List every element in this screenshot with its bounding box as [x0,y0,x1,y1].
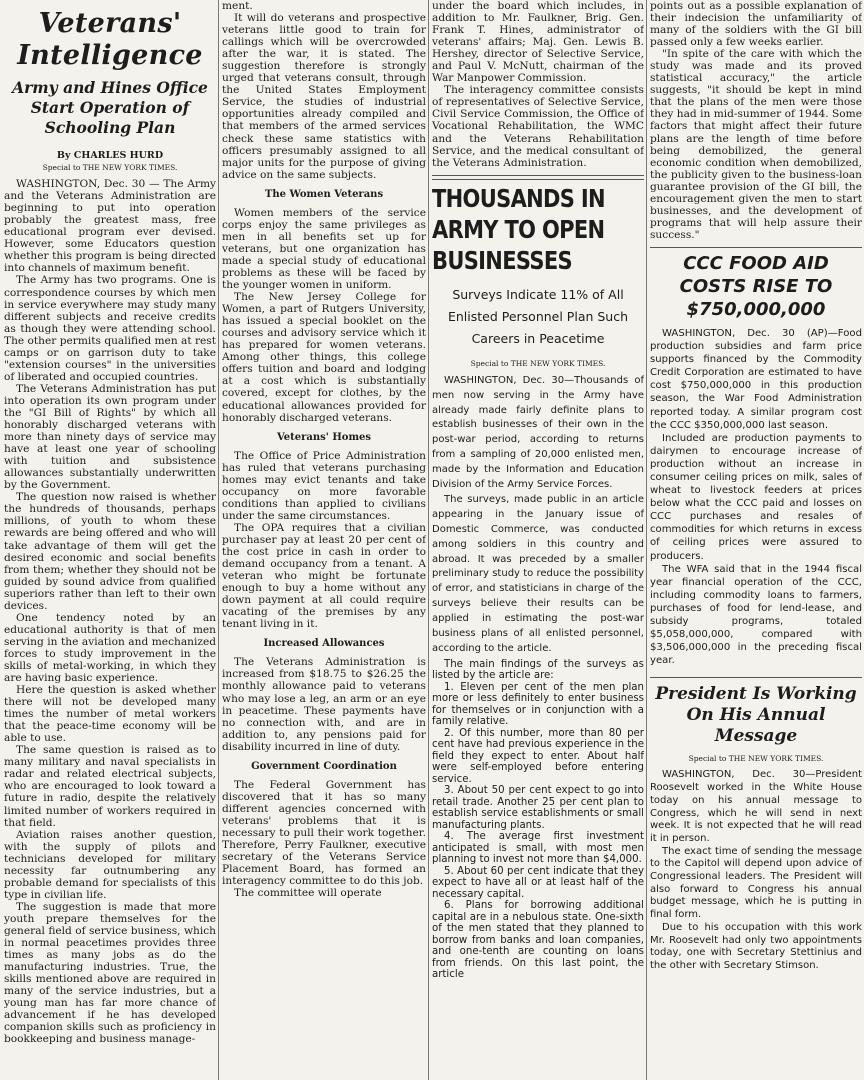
article1-coordination-body [222,779,426,899]
article2-findings [432,659,644,981]
article-divider [432,179,644,180]
section-heading: Increased Allowances [263,638,385,650]
paragraph: Women members of the service corps enjoy the same privileges as men in all benefits set up for veterans, but one organization has made a special study of educational problems as these will be faced by the younger women in uniform. [222,206,426,292]
byline: By CHARLES HURD [56,150,164,161]
article-divider [650,677,862,678]
article1-col3-body [432,84,644,168]
paragraph: Included are production payments to dairymen to encourage increase of production without an increase in consumer ceiling prices on milk, sales of wheat to livestock feeders at prices below what the CCC paid and losses on CCC purchases and resales of commodities for which returns in excess of ceiling prices were assured to producers. [650,432,862,562]
paragraph: One tendency noted by an educational authority is that of men serving in the aviation and mechanized forces to study improvement in the skills of metal-working, in which they are having basic experience. [4,611,216,685]
column-1 [4,0,216,1080]
special-credit: Special to THE NEW YORK TIMES. [42,163,178,173]
column-rule [218,0,219,1080]
paragraph: It will do veterans and prospective veterans little good to train for callings which will be overcrowded after the war, it is stated. The suggestion therefore is strongly urged that veterans consult, through the United States Employment Service, the studies of industrial opportunities already compiled and that members of the armed services check these same statistics with officers presumably assigned to all major units for the purpose of giving advice on the same subjects. [222,12,426,181]
paragraph: WASHINGTON, Dec. 30 — The Army and the Veterans Administration are beginning to put into operation probably the greatest mass, free educational program ever devised. However, some Educators question whether this program is being directed into channels of maximum benefit. [4,178,216,275]
article2-body [432,374,644,657]
paragraph: WASHINGTON, Dec. 30—Thousands of men now serving in the Army have already made fairly definite plans to establish businesses of their own in the post-war period, according to returns from a sampling of 20,000 enlisted men, made by the Information and Education Division of the Army Service Forces. [432,374,644,491]
paragraph: The interagency committee consists of representatives of Selective Service, Civil Service Commission, the Office of Vocational Rehabilitation, the WMC and the Veterans Rehabilitation Service, and the medical consultant of the Veterans Administration. [432,84,644,169]
column-2 [222,0,426,1080]
paragraph: Due to his occupation with this work Mr. Roosevelt had only two appointments today, one with Secretary Stettinius and the other with Secretary Stimson. [650,921,862,971]
paragraph: The main findings of the surveys as listed by the article are: [432,658,644,682]
paragraph: under the board which includes, in addition to Mr. Faulkner, Brig. Gen. Frank T. Hines, administrator of veterans' affairs; Maj. Gen. Lewis B. Hershey, director of Selective Service, and Paul V. McNutt, chairman of the War Manpower Commission. [432,0,644,85]
article1-allowances-body [222,656,426,752]
article-headline: President Is Working On His Annual Message [655,684,857,747]
special-credit: Special to THE NEW YORK TIMES. [688,754,824,764]
paragraph: WASHINGTON, Dec. 30—President Roosevelt worked in the White House today on his annual message to Congress, which he will send in next week. It is not expected that he will read it in person. [650,769,862,844]
paragraph: The Veterans Administration has put into operation its own program under the "GI Bill of Rights" by which all honorably discharged veterans with more than ninety days of service may have at least one year of schooling with tuition and subsistence allowances substantially underwritten by the Government. [4,382,216,492]
paragraph: The New Jersey College for Women, a part of Rutgers University, has issued a special booklet on the courses and advisory service which it has prepared for women veterans. Among other things, this college offers tuition and board and lodging at a cost which is substantially covered, except for clothes, by the educational allowances provided for honorably discharged veterans. [222,291,426,424]
paragraph: The Veterans Administration is increased from $18.75 to $26.25 the monthly allowance paid to veterans who may lose a leg, an arm or an eye in peacetime. These payments have no connection with, and are in addition to, any pensions paid for disability incurred in line of duty. [222,656,426,753]
paragraph: The surveys, made public in an article appearing in the January issue of Domestic Commerce, was conducted among soldiers in this country and abroad. It was preceded by a smaller preliminary study to reduce the possibility of error, and statisticians in charge of the surveys believe their results can be applied in estimating the post-war business plans of all enlisted personnel, according to the article. [432,493,644,655]
paragraph: "In spite of the care with which the study was made and its proved statistical accuracy," the article suggests, "it should be kept in mind that the plans of the men were those they had in mid-summer of 1944. Some factors that might affect their future plans are the length of time before being demobilized, the general economic condition when demobilized, the publicity given to the business-loan guarantee provision of the GI bill, the encouragement given the men to start businesses, and the development of programs that will help assure their success." [650,48,862,241]
paragraph: The question now raised is whether the hundreds of thousands, perhaps millions, of youth to whom these rewards are being offered and who will take advantage of them will get the desired economic and social benefits from them; whether they should not be guided by sound advice from qualified superiors rather than left to their own devices. [4,491,216,612]
paragraph: The same question is raised as to many military and naval specialists in radar and related electrical subjects, who are encouraged to look toward a future in radio, despite the relatively limited number of workers required in that field. [4,744,216,829]
column-3 [432,0,644,1080]
article-subheadline: Army and Hines Office Start Operation of Schooling Plan [12,78,208,137]
paragraph: WASHINGTON, Dec. 30 (AP)—Food production subsidies and farm price supports financed by the Commodity Credit Corporation are estimated to have cost $750,000,000 in this production season, the War Food Administration reported today. A similar program cost the CCC $350,000,000 last season. [650,327,862,431]
section-heading: Veterans' Homes [276,431,372,443]
article1-col1-body [4,178,216,1045]
article4-body [650,769,862,972]
paragraph: 6. Plans for borrowing additional capital are in a nebulous state. One-sixth of the men stated that they planned to borrow from banks and loan companies, and one-tenth are counting on loans from friends. On this last point, the article [432,900,644,981]
paragraph: The Office of Price Administration has ruled that veterans purchasing homes may evict tenants and take occupancy on more favorable conditions than applied to civilians under the same circumstances. [222,449,426,522]
paragraph: 1. Eleven per cent of the men plan more or less definitely to enter business for themselves or in conjunction with a family relative. [432,681,644,728]
article1-homes-body [222,450,426,631]
article-headline: THOUSANDS IN ARMY TO OPEN BUSINESSES [432,183,605,275]
article3-body [650,327,862,667]
paragraph: The committee will operate [234,887,382,900]
paragraph: 3. About 50 per cent expect to go into retail trade. Another 25 per cent plan to establish service establishments or small manufacturing plants. [432,785,644,831]
paragraph: The Federal Government has discovered that it has so many different agencies concerned with veterans' problems that it is necessary to pull their work together. Therefore, Perry Faulkner, executive secretary of the Veterans Service Placement Board, has formed an interagency committee to do this job. [222,778,426,888]
paragraph: 2. Of this number, more than 80 per cent have had previous experience in the field they expect to enter. About half were self-employed before entering service. [432,727,644,785]
paragraph: ment. [222,0,253,12]
paragraph: The Army has two programs. One is correspondence courses by which men in service everywhere may study many different subjects and receive credits as though they were attending school. The other permits qualified men at rest camps or on garrison duty to take "extension courses" in the universities of liberated and occupied countries. [4,274,216,383]
article2-col4-body [650,48,862,241]
column-rule [646,0,647,1080]
paragraph: points out as a possible explanation of their indecision the unfamiliarity of many of the soldiers with the GI bill passed only a few weeks earlier. [650,0,862,49]
article-headline: Veterans' Intelligence [17,8,203,71]
article-headline: CCC FOOD AID COSTS RISE TO $750,000,000 [679,252,833,320]
paragraph: The exact time of sending the message to the Capitol will depend upon advice of Congressional leaders. The President will also forward to Congress his annual budget message, which he is putting in final form. [650,845,862,921]
paragraph: 4. The average first investment anticipated is small, with most men planning to invest not more than $4,000. [432,831,644,866]
paragraph: Here the question is asked whether there will not be developed many times the number of metal workers that the peace-time economy will be able to use. [4,684,216,745]
paragraph: The suggestion is made that more youth prepare themselves for the general field of service business, which in normal peacetimes provides three times as many jobs as do the manufacturing industries. True, the skills mentioned above are required in many of the service industries, but a young man has far more chance of advancement if he has developed companion skills such as proficiency in bookkeeping and business manage- [4,900,216,1046]
article-divider [432,175,644,176]
special-credit: Special to THE NEW YORK TIMES. [470,358,606,368]
section-heading: Government Coordination [251,760,397,772]
section-heading: The Women Veterans [264,188,384,200]
article1-col2-body [222,12,426,181]
column-4 [650,0,862,1080]
column-rule [428,0,429,1080]
paragraph: Aviation raises another question, with the supply of pilots and technicians developed for military necessity far outnumbering any probable demand for specialists of this type in civilian life. [4,828,216,901]
paragraph: The OPA requires that a civilian purchaser pay at least 20 per cent of the cost price in cash in order to demand occupancy from a tenant. A veteran who might be fortunate enough to buy a home without any down payment at all could require vacating of the premises by any tenant living in it. [222,521,426,631]
article-deck: Surveys Indicate 11% of All Enlisted Personnel Plan Such Careers in Peacetime [447,286,629,346]
article-divider [650,247,862,248]
article1-women-body [222,207,426,424]
paragraph: The WFA said that in the 1944 fiscal year financial operation of the CCC, including commodity loans to farmers, purchases of food for lend-lease, and subsidy programs, totaled $5,058,000,000, compared with $3,506,000,000 in the preceding fiscal year. [650,563,862,667]
paragraph: 5. About 60 per cent indicate that they expect to have all or at least half of the necessary capital. [432,865,644,900]
